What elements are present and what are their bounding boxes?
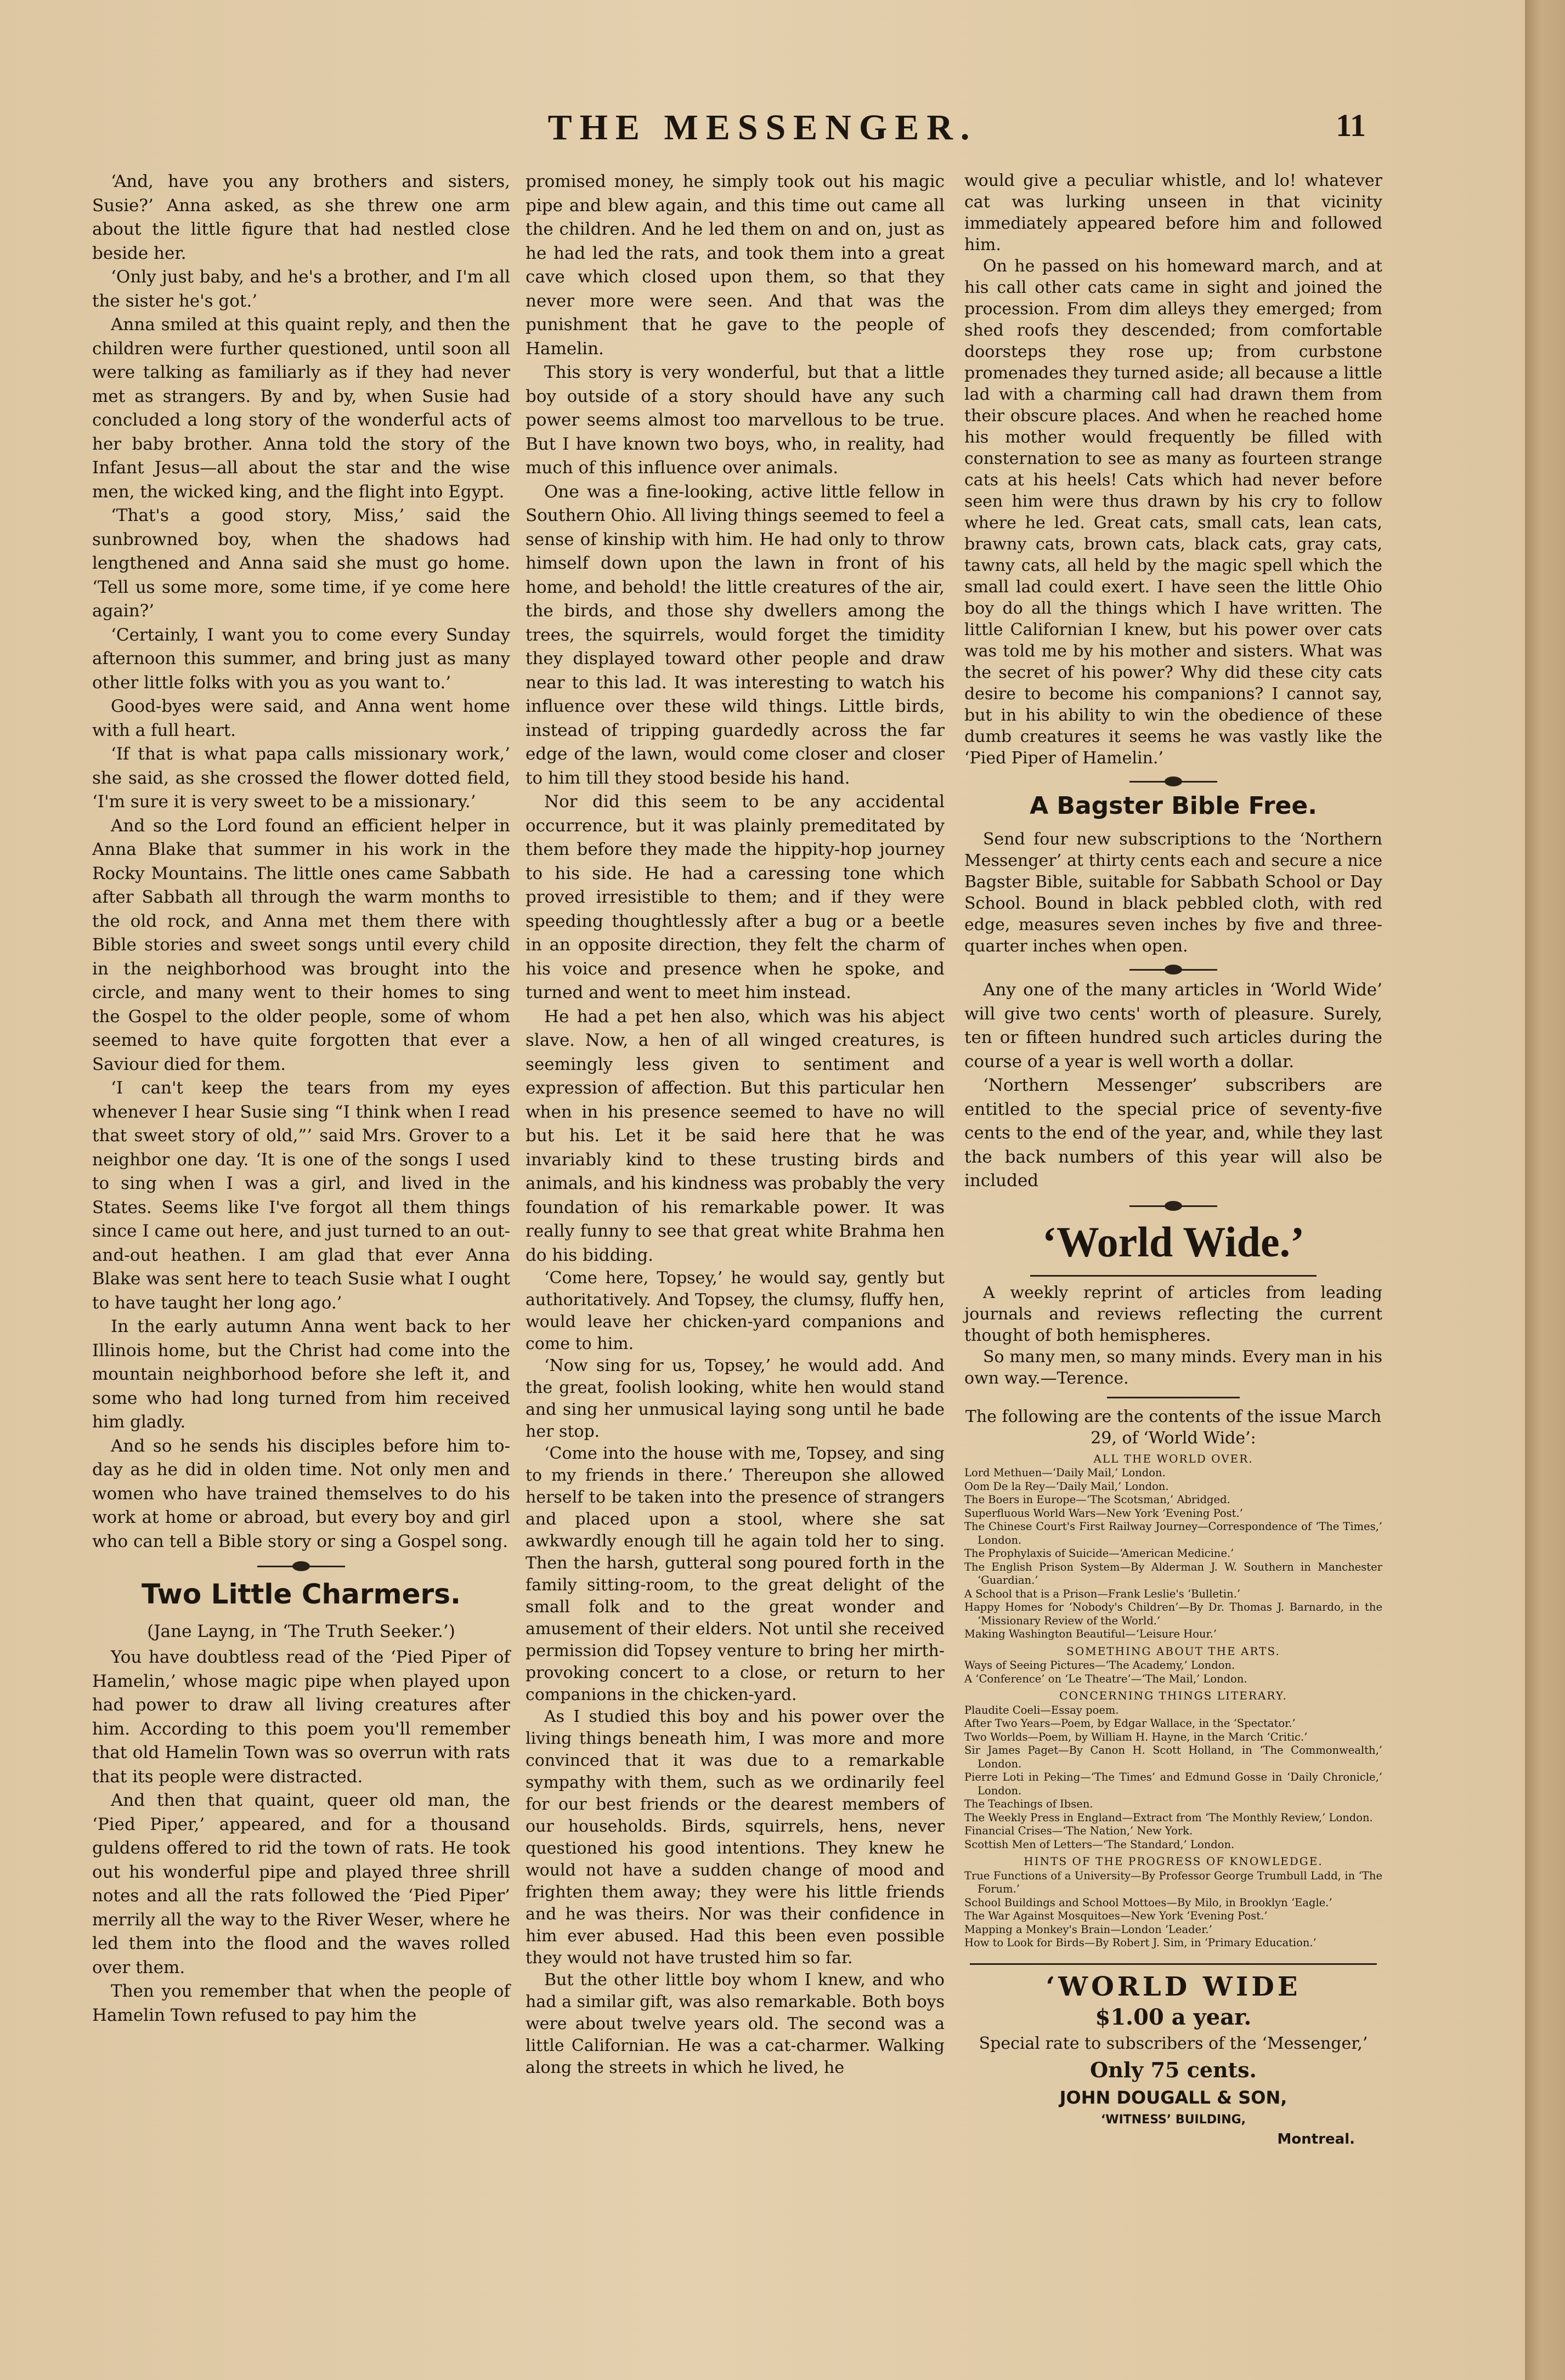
paragraph: Anna smiled at this quaint reply, and then the children were further questioned, until soon all were talking as familiarly as if they had never met as strangers. By and by, when Susie had concluded a long story of the wonderful acts of her baby brother. Anna told the story of the Infant Jesus—all about the star and the wise men, the wicked king, and the flight into Egypt. xyxy=(92,315,510,502)
paragraph: promised money, he simply took out his magic pipe and blew again, and this time out came all the children. And he led them on and on, just as he had led the rats, and took them into a great cave which closed upon them, so that they never more were seen. And that was the punishment that he gave to the people of Hamelin. xyxy=(526,172,945,359)
contents-item: The English Prison System—By Alderman J. W. Southern in Manchester ‘Guardian.’ xyxy=(964,1560,1382,1586)
world-wide-ad xyxy=(970,1963,1377,2149)
paragraph: ‘Now sing for us, Topsey,’ he would add. And the great, foolish looking, white hen would stand and sing her unmusical laying song until he bade her stop. xyxy=(526,1356,945,1441)
story-title: Two Little Charmers. xyxy=(142,1578,461,1610)
section-divider xyxy=(1129,1205,1217,1207)
paragraph: On he passed on his homeward march, and at his call other cats came in sight and joined the procession. From dim alleys they emerged; from shed roofs they descended; from comfortable doorsteps they rose up; from curbstone promenades they turned aside; all because a little lad with a charming call had drawn them from their obscure places. And when he reached home his mother would frequently be filled with consternation to see as many as fourteen strange cats at his heels! Cats which had never before seen him were thus drawn by his cry to follow where he led. Great cats, small cats, lean cats, brawny cats, brown cats, black cats, gray cats, tawny cats, all held by the magic spell which the small lad could exert. I have seen the little Ohio boy do all the things which I have written. The little Californian I knew, but his power over cats was told me by his mother and sisters. What was the secret of his power? Why did these city cats desire to become his companions? I cannot say, but in his ability to win the obedience of these dumb creatures it seems he was vastly like the ‘Pied Piper of Hamelin.’ xyxy=(964,257,1382,768)
contents-item: The Weekly Press in England—Extract from ‘The Monthly Review,’ London. xyxy=(964,1811,1373,1824)
paragraph: He had a pet hen also, which was his abject slave. Now, a hen of all winged creatures, is seemingly less given to sentiment and expression of affection. But this particular hen when in his presence seemed to have no will but his. Let it be said here that he was invariably kind to these trusting birds and animals, and his kindness was probably the very foundation of his remarkable power. It was really funny to see that great white Brahma hen do his bidding. xyxy=(526,1006,945,1265)
paragraph: ‘Come here, Topsey,’ he would say, gently but authoritatively. And Topsey, the clumsy, fluffy hen, would leave her chicken-yard companions and come to him. xyxy=(526,1268,945,1353)
section-divider xyxy=(1129,781,1217,783)
contents-item: Happy Homes for ‘Nobody's Children’—By Dr. Thomas J. Barnardo, in the ‘Missionary Review of the World.’ xyxy=(964,1601,1382,1627)
masthead: THE MESSENGER. xyxy=(547,107,978,148)
contents-item: The War Against Mosquitoes—New York ‘Evening Post.’ xyxy=(964,1909,1268,1922)
contents-item: The Teachings of Ibsen. xyxy=(964,1798,1093,1810)
paragraph: ‘That's a good story, Miss,’ said the sunbrowned boy, when the shadows had lengthened and Anna said she must go home. ‘Tell us some more, some time, if ye come here again?’ xyxy=(92,506,510,621)
contents-item: Sir James Paget—By Canon H. Scott Holland, in ‘The Commonwealth,’ London. xyxy=(964,1744,1382,1770)
contents-item: Oom De la Rey—‘Daily Mail,’ London. xyxy=(964,1480,1169,1493)
page-number: 11 xyxy=(1336,107,1366,143)
contents-item: Ways of Seeing Pictures—‘The Academy,’ London. xyxy=(964,1659,1235,1671)
section-divider xyxy=(257,1566,345,1567)
ad-price: $1.00 a year. xyxy=(1095,2004,1252,2030)
page-edge xyxy=(1525,0,1565,2380)
ad-special-rate: Special rate to subscribers of the ‘Messenger,’ xyxy=(979,2033,1368,2053)
contents-heading: ALL THE WORLD OVER. xyxy=(1093,1452,1253,1465)
paragraph: ‘Northern Messenger’ subscribers are entitled to the special price of seventy-five cents to the end of the year, and, while they last the back numbers of this year will also be included xyxy=(964,1075,1382,1191)
ad-publisher: JOHN DOUGALL & SON, xyxy=(1059,2087,1287,2108)
paragraph: Then you remember that when the people of Hamelin Town refused to pay him the xyxy=(92,1981,510,2025)
story-byline: (Jane Layng, in ‘The Truth Seeker.’) xyxy=(147,1622,455,1641)
contents-list xyxy=(964,1452,1382,1950)
paragraph: ‘Only just baby, and he's a brother, and I'm all the sister he's got.’ xyxy=(92,267,510,311)
contents-item: The Prophylaxis of Suicide—‘American Medicine.’ xyxy=(964,1547,1234,1560)
paragraph: ‘Come into the house with me, Topsey, and sing to my friends in there.’ Thereupon she allowed herself to be taken into the presence of strangers and placed upon a stool, where she sat awkwardly enough till he again told her to sing. Then the harsh, gutteral song poured forth in the family sitting-room, to the great delight of the small folk and to the great wonder and amusement of their elders. Not until she received permission did Topsey venture to bring her mirth-provoking concert to a close, or return to her companions in the chicken-yard. xyxy=(526,1444,945,1704)
contents-heading: HINTS OF THE PROGRESS OF KNOWLEDGE. xyxy=(1024,1855,1323,1868)
paragraph: ‘And, have you any brothers and sisters, Susie?’ Anna asked, as she threw one arm about the little figure that had nestled close beside her. xyxy=(92,172,510,263)
paragraph: You have doubtless read of the ‘Pied Piper of Hamelin,’ whose magic pipe when played upon had power to draw all living creatures after him. According to this poem you'll remember that old Hamelin Town was so overrun with rats that its people were distracted. xyxy=(92,1647,510,1787)
column-2 xyxy=(526,170,945,2079)
ad-building: ‘WITNESS’ BUILDING, xyxy=(1100,2112,1246,2127)
paragraph: And then that quaint, queer old man, the ‘Pied Piper,’ appeared, and for a thousand guldens offered to rid the town of rats. He took out his wonderful pipe and played three shrill notes and all the rats followed the ‘Pied Piper’ merrily all the way to the River Weser, where he led them into the flood and the waves rolled over them. xyxy=(92,1790,510,1977)
contents-intro: The following are the contents of the issue March 29, of ‘World Wide’: xyxy=(965,1407,1382,1448)
contents-item: School Buildings and School Mottoes—By Milo, in Brooklyn ‘Eagle.’ xyxy=(964,1896,1332,1909)
paragraph: Nor did this seem to be any accidental occurrence, but it was plainly premeditated by them before they made the hippity-hop journey to his side. He had a caressing tone which proved irresistible to them; and if they were speeding thoughtlessly after a bug or a beetle in an opposite direction, they felt the charm of his voice and presence when he spoke, and turned and went to meet him instead. xyxy=(526,792,945,1002)
contents-item: Mapping a Monkey's Brain—London ‘Leader.’ xyxy=(964,1923,1212,1936)
contents-heading: CONCERNING THINGS LITERARY. xyxy=(1059,1689,1287,1702)
paragraph: ‘Certainly, I want you to come every Sunday afternoon this summer, and bring just as many other little folks with you as you want to.’ xyxy=(92,625,510,693)
paragraph: Any one of the many articles in ‘World Wide’ will give two cents' worth of pleasure. Surely, ten or fifteen hundred such articles during the course of a year is well worth a dollar. xyxy=(964,980,1382,1072)
contents-item: Superfluous World Wars—New York ‘Evening Post.’ xyxy=(964,1506,1243,1520)
paragraph: would give a peculiar whistle, and lo! whatever cat was lurking unseen in that vicinity immediately appeared before him and followed him. xyxy=(964,171,1382,254)
paragraph: But the other little boy whom I knew, and who had a similar gift, was also remarkable. Both boys were about twelve years old. The second was a little Californian. He was a cat-charmer. Walking along the streets in which he lived, he xyxy=(526,1970,945,2077)
contents-item: Scottish Men of Letters—‘The Standard,’ London. xyxy=(964,1838,1235,1851)
world-wide-quote: So many men, so many minds. Every man in his own way.—Terence. xyxy=(964,1347,1382,1388)
ad-city: Montreal. xyxy=(1277,2130,1355,2147)
column-3 xyxy=(964,170,1382,2149)
contents-item: Pierre Loti in Peking—‘The Times’ and Edmund Gosse in ‘Daily Chronicle,’ London. xyxy=(964,1771,1382,1797)
paragraph: Good-byes were said, and Anna went home with a full heart. xyxy=(92,696,510,740)
paragraph: ‘I can't keep the tears from my eyes whenever I hear Susie sing “I think when I read that sweet story of old,”’ said Mrs. Grover to a neighbor one day. ‘It is one of the songs I used to sing when I was a girl, and lived in the States. Seems like I've forgot all them things since I came out here, and just turned to an out-and-out heathen. I am glad that ever Anna Blake was sent here to teach Susie what I ought to have taught her long ago.’ xyxy=(92,1078,510,1313)
column-1 xyxy=(92,170,510,2027)
contents-item: After Two Years—Poem, by Edgar Wallace, in the ‘Spectator.’ xyxy=(964,1717,1296,1730)
section-divider xyxy=(1129,969,1217,971)
ad-title: ‘WORLD WIDE xyxy=(1046,1971,1301,2002)
contents-item: Making Washington Beautiful—‘Leisure Hour.’ xyxy=(964,1628,1217,1640)
contents-item: The Boers in Europe—‘The Scotsman,’ Abridged. xyxy=(964,1493,1230,1506)
contents-item: True Functions of a University—By Professor George Trumbull Ladd, in ‘The Forum.’ xyxy=(964,1869,1382,1895)
ad-special-price: Only 75 cents. xyxy=(1090,2057,1257,2082)
contents-item: A School that is a Prison—Frank Leslie's ‘Bulletin.’ xyxy=(964,1587,1241,1600)
world-wide-description: A weekly reprint of articles from leading journals and reviews reflecting the current thought of both hemispheres. xyxy=(964,1283,1382,1345)
paragraph: ‘If that is what papa calls missionary work,’ she said, as she crossed the flower dotted field, ‘I'm sure it is very sweet to be a missionary.’ xyxy=(92,744,510,812)
divider-line xyxy=(1030,1275,1317,1277)
contents-item: Two Worlds—Poem, by William H. Hayne, in the March ‘Critic.’ xyxy=(964,1730,1308,1743)
world-wide-title: ‘World Wide.’ xyxy=(1042,1217,1305,1266)
paragraph: One was a fine-looking, active little fellow in Southern Ohio. All living things seemed to feel a sense of kinship with him. He had only to throw himself down upon the lawn in front of his home, and behold! the little creatures of the air, the birds, and those shy dwellers among the trees, the squirrels, would forget the timidity they displayed toward other people and draw near to this lad. It was interesting to watch his influence over these wild things. Little birds, instead of tripping guardedly across the far edge of the lawn, would come closer and closer to him till they stood beside his hand. xyxy=(526,481,945,788)
divider-line xyxy=(1107,1397,1240,1398)
contents-item: How to Look for Birds—By Robert J. Sim, in ‘Primary Education.’ xyxy=(964,1936,1317,1949)
paragraph: In the early autumn Anna went back to her Illinois home, but the Christ had come into the mountain neighborhood before she left it, and some who had long turned from him received him gladly. xyxy=(92,1317,510,1432)
contents-item: The Chinese Court's First Railway Journey—Correspondence of ‘The Times,’ London. xyxy=(964,1520,1382,1546)
contents-heading: SOMETHING ABOUT THE ARTS. xyxy=(1066,1644,1280,1658)
paragraph: This story is very wonderful, but that a little boy outside of a story should have any such power seems almost too marvellous to be true. But I have known two boys, who, in reality, had much of this influence over animals. xyxy=(526,362,945,478)
contents-item: Lord Methuen—‘Daily Mail,’ London. xyxy=(964,1466,1166,1479)
bible-offer-text: Send four new subscriptions to the ‘Northern Messenger’ at thirty cents each and secure a nice Bagster Bible, suitable for Sabbath School or Day School. Bound in black pebbled cloth, with red edge, measures seven inches by five and three-quarter inches when open. xyxy=(964,830,1382,956)
paragraph: And so the Lord found an efficient helper in Anna Blake that summer in his work in the Rocky Mountains. The little ones came Sabbath after Sabbath all through the warm months to the old rock, and Anna met them there with Bible stories and sweet songs until every child in the neighborhood was brought into the circle, and many went to their homes to sing the Gospel to the older people, some of whom seemed to have quite forgotten that ever a Saviour died for them. xyxy=(92,815,510,1074)
contents-item: A ‘Conference’ on ‘Le Theatre’—‘The Mail,’ London. xyxy=(964,1672,1247,1685)
paragraph: And so he sends his disciples before him to-day as he did in olden time. Not only men and women who have trained themselves to do his work at home or abroad, but every boy and girl who can tell a Bible story or sing a Gospel song. xyxy=(92,1436,510,1551)
page-header xyxy=(0,107,1525,167)
contents-item: Plaudite Coeli—Essay poem. xyxy=(964,1703,1119,1716)
contents-item: Financial Crises—‘The Nation,’ New York. xyxy=(964,1824,1193,1837)
bible-offer-title: A Bagster Bible Free. xyxy=(1030,792,1317,820)
paragraph: As I studied this boy and his power over the living things beneath him, I was more and more convinced that it was due to a remarkable sympathy with them, such as we ordinarily feel for our best friends or the dearest members of our households. Birds, squirrels, hens, never questioned his good intentions. They knew he would not have a sudden change of mood and frighten them away; they were his little friends and he was theirs. Nor was their confidence in him ever abused. Had this been even possible they would not have trusted him so far. xyxy=(526,1707,945,1968)
